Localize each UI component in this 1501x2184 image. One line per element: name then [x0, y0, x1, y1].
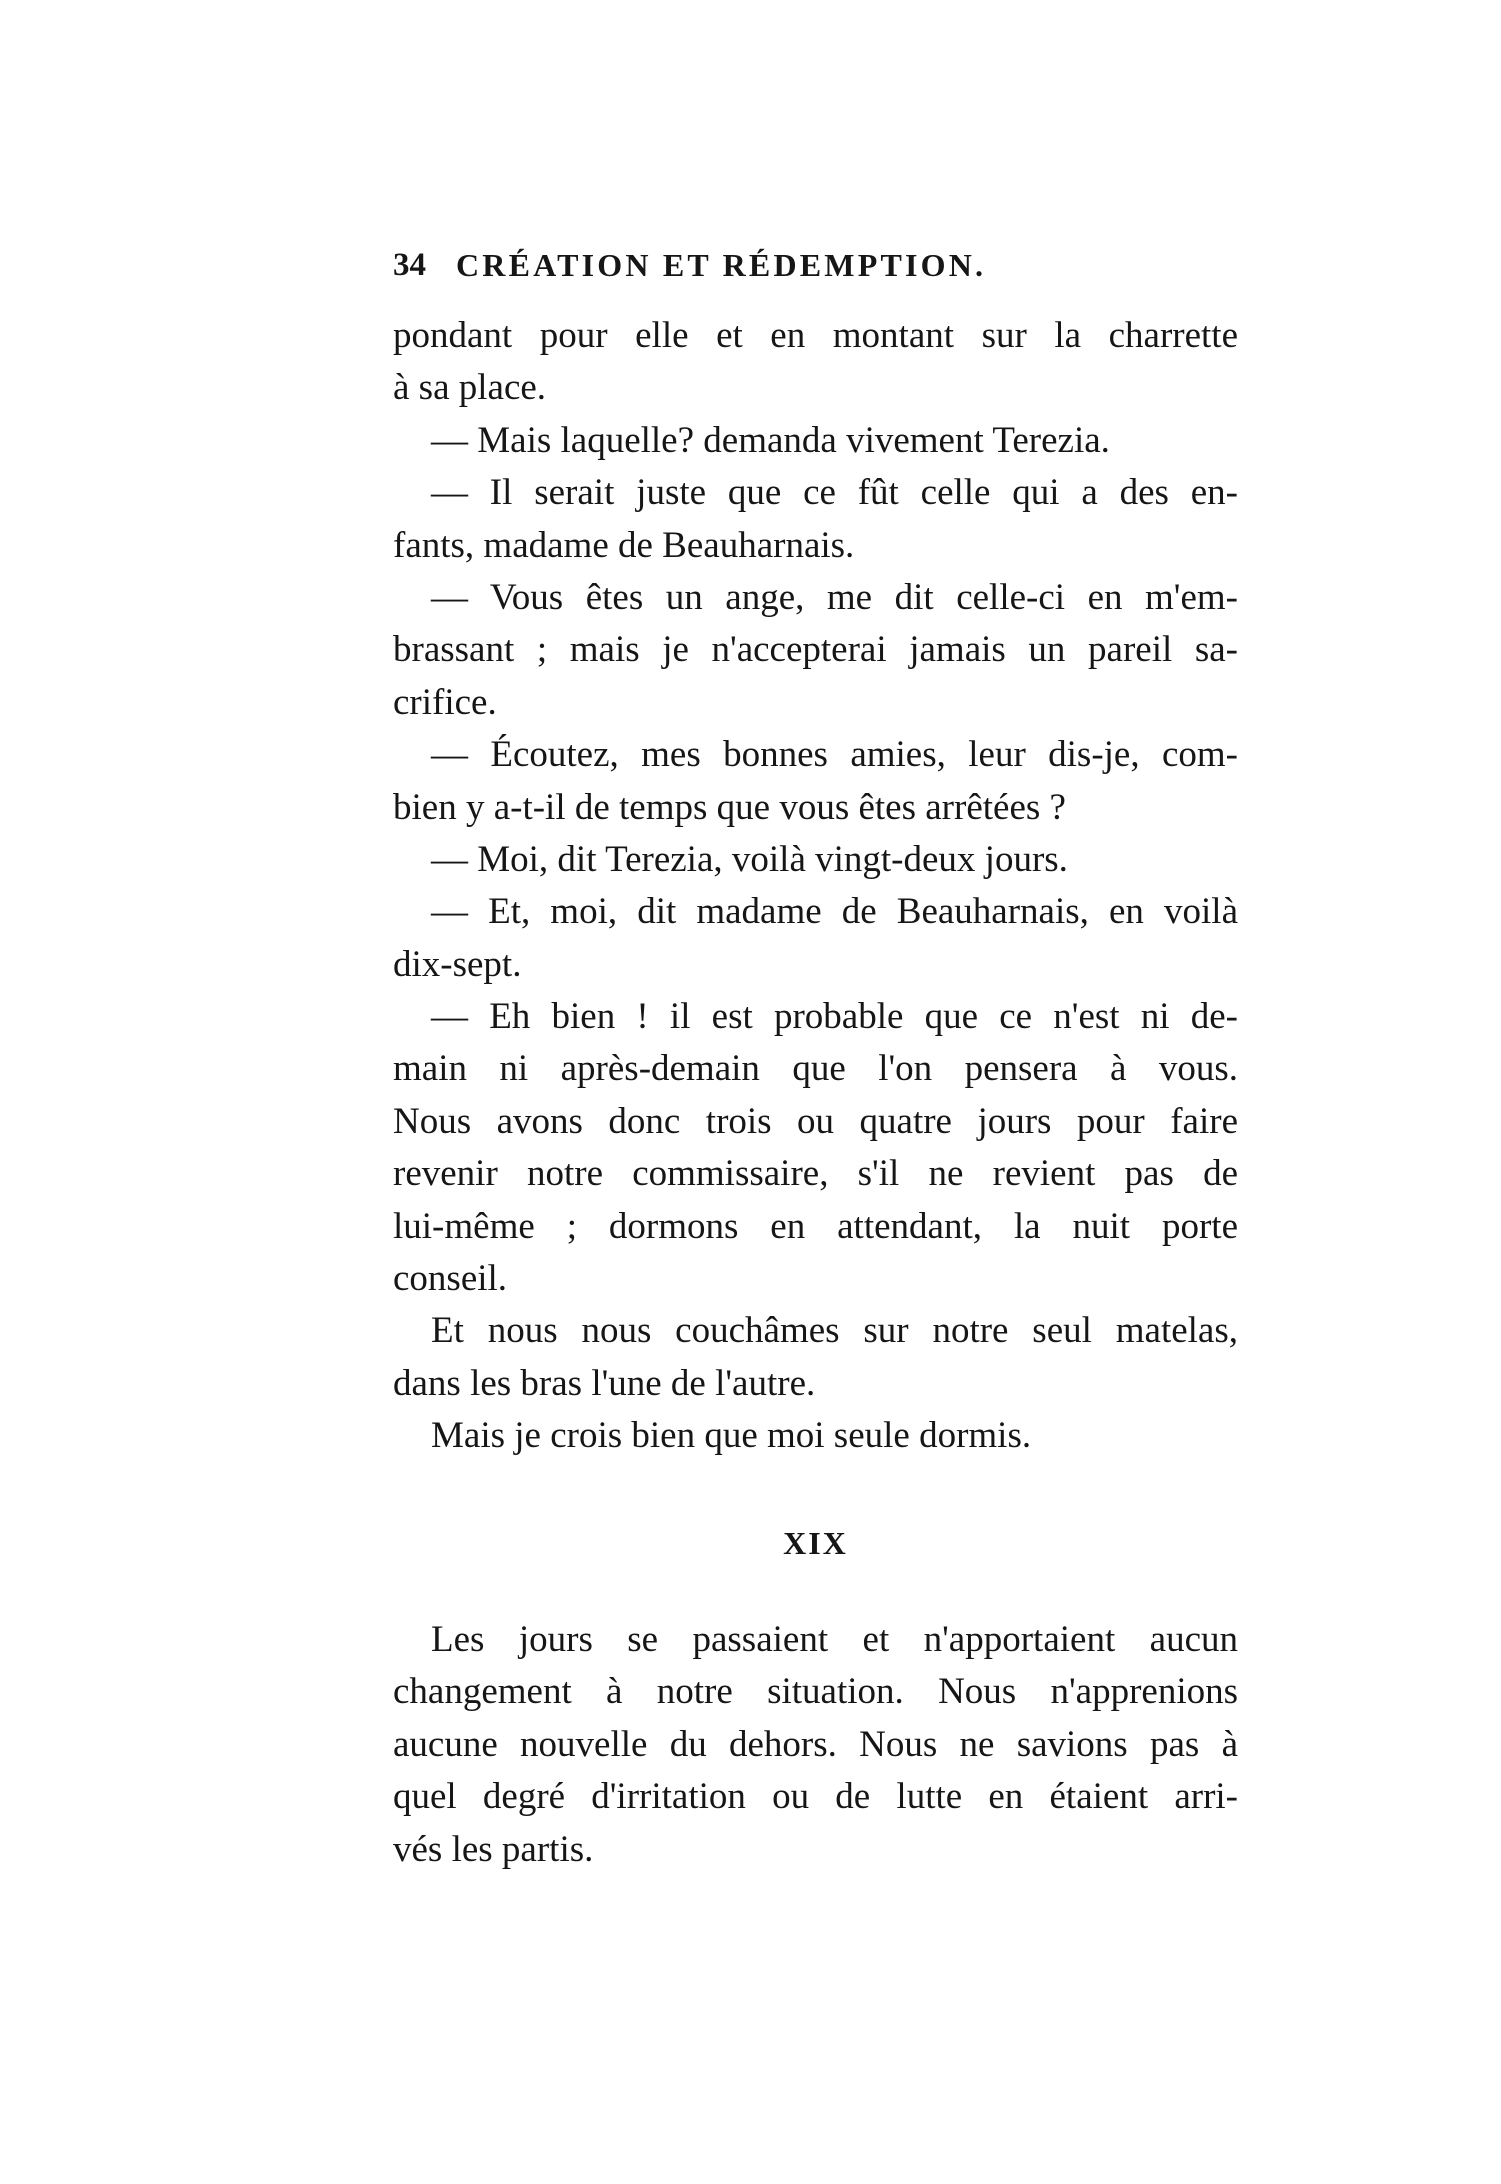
text-line: dix-sept. — [393, 943, 522, 985]
page-number: 34 — [393, 247, 426, 283]
text-line: — Écoutez, mes bonnes amies, leur dis-je, com- — [431, 734, 1238, 776]
section-heading: XIX — [783, 1525, 848, 1561]
text-line: aucune nouvelle du dehors. Nous ne savions pas à — [393, 1723, 1238, 1765]
text-line: conseil. — [393, 1258, 508, 1300]
text-line: Et nous nous couchâmes sur notre seul matelas, — [431, 1310, 1238, 1352]
text-block-2 — [393, 1614, 1238, 1876]
text-line: crifice. — [393, 681, 497, 723]
text-line: main ni après-demain que l'on pensera à vous. — [393, 1048, 1238, 1090]
text-line: — Mais laquelle? demanda vivement Terezia. — [431, 419, 1110, 461]
text-line: Nous avons donc trois ou quatre jours pour faire — [393, 1100, 1238, 1142]
text-line: pondant pour elle et en montant sur la charrette — [393, 315, 1238, 356]
text-line: fants, madame de Beauharnais. — [393, 524, 855, 566]
text-line: bien y a-t-il de temps que vous êtes arrêtées ? — [393, 786, 1066, 828]
text-line: — Eh bien ! il est probable que ce n'est ni de- — [431, 996, 1238, 1038]
text-line: quel degré d'irritation ou de lutte en étaient arri- — [393, 1776, 1238, 1818]
text-line: Les jours se passaient et n'apportaient aucun — [431, 1619, 1238, 1660]
text-line: — Moi, dit Terezia, voilà vingt-deux jours. — [431, 838, 1068, 880]
text-line: Mais je crois bien que moi seule dormis. — [431, 1415, 1032, 1457]
text-line: — Il serait juste que ce fût celle qui a des en- — [431, 472, 1238, 514]
text-line: revenir notre commissaire, s'il ne revient pas de — [393, 1153, 1238, 1195]
text-line: brassant ; mais je n'accepterai jamais un pareil sa- — [393, 629, 1238, 671]
text-line: changement à notre situation. Nous n'apprenions — [393, 1671, 1238, 1713]
text-line: dans les bras l'une de l'autre. — [393, 1362, 816, 1404]
text-line: lui-même ; dormons en attendant, la nuit porte — [393, 1205, 1238, 1247]
text-line: à sa place. — [393, 367, 547, 409]
text-block-1 — [393, 310, 1238, 1463]
running-title: CRÉATION ET RÉDEMPTION. — [456, 247, 987, 283]
text-line: vés les partis. — [393, 1828, 594, 1870]
text-line: — Vous êtes un ange, me dit celle-ci en m'em- — [431, 576, 1238, 618]
running-header — [393, 240, 1238, 290]
text-line: — Et, moi, dit madame de Beauharnais, en voilà — [431, 891, 1238, 933]
